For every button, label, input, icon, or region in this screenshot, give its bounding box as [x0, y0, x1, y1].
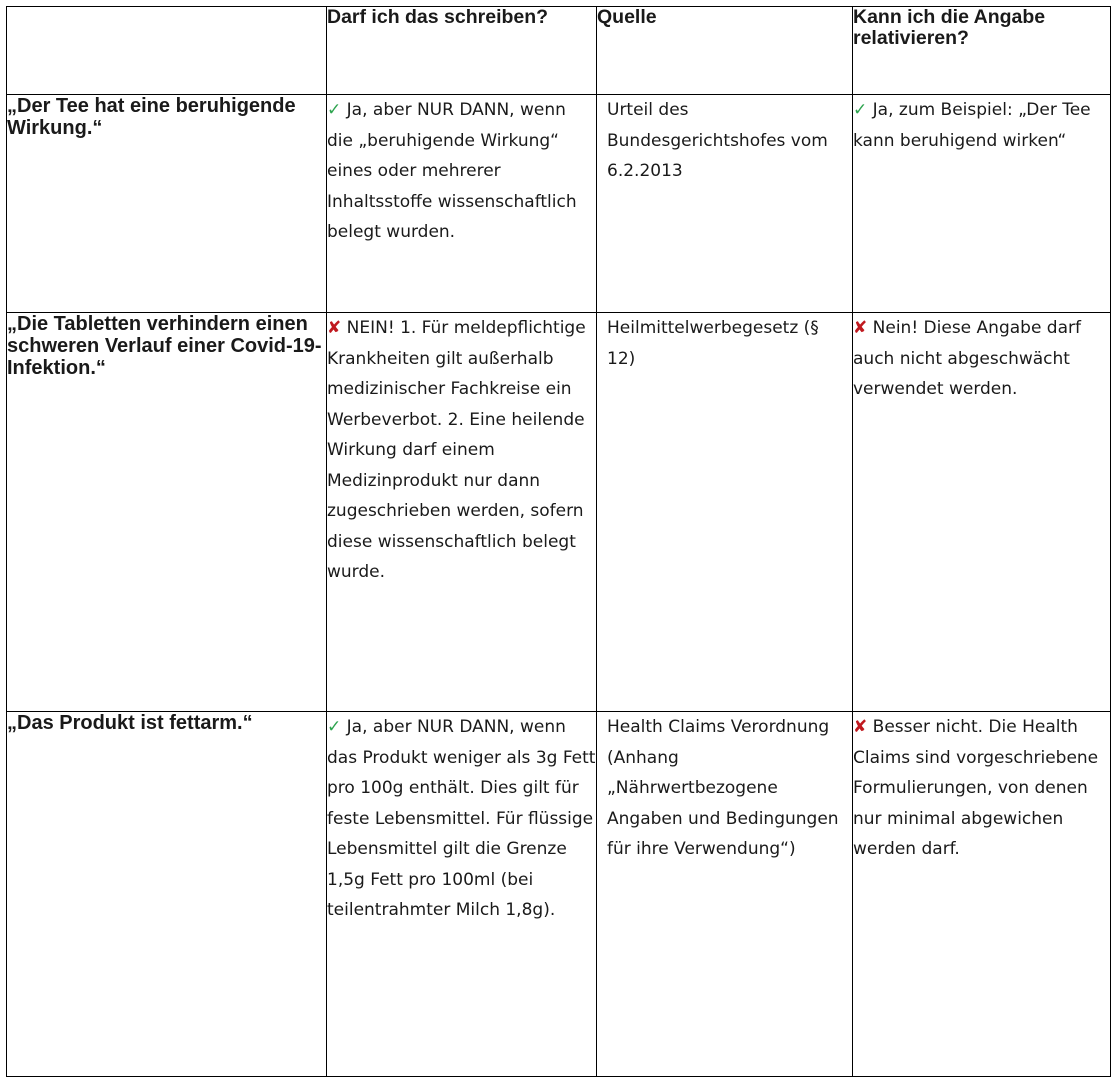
cross-icon: ✘: [853, 717, 868, 737]
claim-cell: „Der Tee hat eine beruhigende Wirkung.“: [7, 95, 327, 313]
checkmark-icon: ✓: [327, 100, 342, 120]
header-cell-relativize: Kann ich die Angabe relativieren?: [853, 7, 1111, 95]
source-cell: Health Claims Verordnung (Anhang „Nährwertbezogene Angaben und Bedingungen für ihre Verwendung“): [597, 712, 853, 1077]
table-row: [7, 712, 1111, 1077]
claim-cell: „Die Tabletten verhindern einen schweren Verlauf einer Covid-19-Infektion.“: [7, 313, 327, 712]
header-cell-source: Quelle: [597, 7, 853, 95]
cross-icon: ✘: [327, 318, 342, 338]
checkmark-icon: ✓: [853, 100, 868, 120]
header-cell-empty: [7, 7, 327, 95]
source-cell: Heilmittelwerbegesetz (§ 12): [597, 313, 853, 712]
relativize-text: Ja, zum Beispiel: „Der Tee kann beruhigend wirken“: [853, 100, 1091, 151]
relativize-cell: [853, 712, 1111, 1077]
allowed-text: Ja, aber NUR DANN, wenn die „beruhigende Wirkung“ eines oder mehrerer Inhaltsstoffe wissenschaftlich belegt wurden.: [327, 100, 577, 242]
claims-table: [6, 6, 1111, 1077]
table-row: [7, 95, 1111, 313]
cross-icon: ✘: [853, 318, 868, 338]
header-row: [7, 7, 1111, 95]
relativize-text: Besser nicht. Die Health Claims sind vorgeschriebene Formulierungen, von denen nur minimal abgewichen werden darf.: [853, 717, 1099, 859]
header-cell-allowed: Darf ich das schreiben?: [327, 7, 597, 95]
allowed-text: Ja, aber NUR DANN, wenn das Produkt weniger als 3g Fett pro 100g enthält. Dies gilt für feste Lebensmittel. Für flüssige Lebensmittel gilt die Grenze 1,5g Fett pro 100ml (bei teilentrahmter Milch 1,8g).: [327, 717, 596, 920]
source-cell: Urteil des Bundesgerichtshofes vom 6.2.2013: [597, 95, 853, 313]
relativize-text: Nein! Diese Angabe darf auch nicht abgeschwächt verwendet werden.: [853, 318, 1081, 399]
allowed-cell: [327, 712, 597, 1077]
allowed-text: NEIN! 1. Für meldepflichtige Krankheiten gilt außerhalb medizinischer Fachkreise ein Werbeverbot. 2. Eine heilende Wirkung darf einem Medizinprodukt nur dann zugeschrieben werden, sofern diese wissenschaftlich belegt wurde.: [327, 318, 586, 582]
relativize-cell: [853, 95, 1111, 313]
checkmark-icon: ✓: [327, 717, 342, 737]
claim-cell: „Das Produkt ist fettarm.“: [7, 712, 327, 1077]
allowed-cell: [327, 95, 597, 313]
table-row: [7, 313, 1111, 712]
allowed-cell: [327, 313, 597, 712]
relativize-cell: [853, 313, 1111, 712]
